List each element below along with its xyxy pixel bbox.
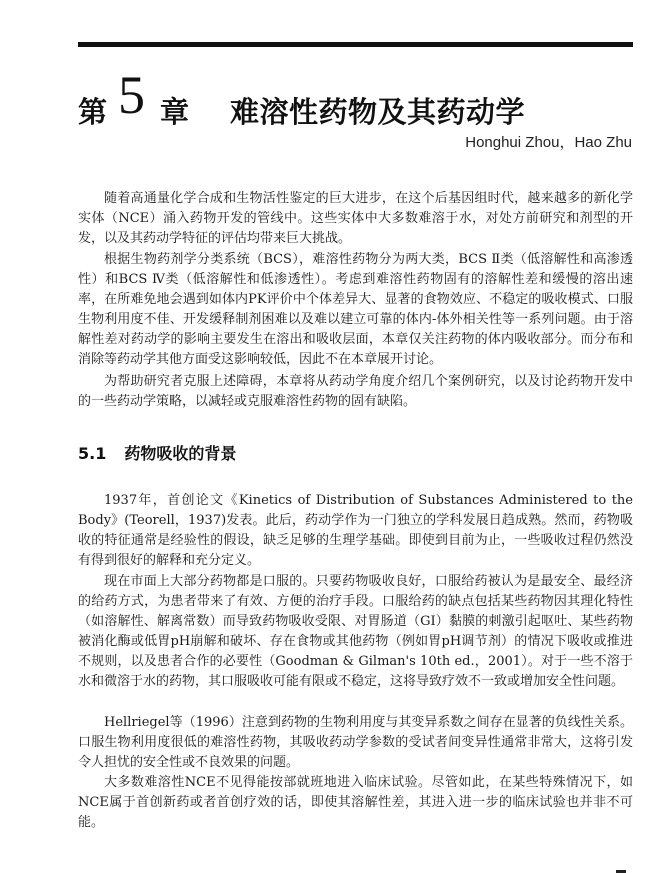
section-paragraph-1: 1937年，首创论文《Kinetics of Distribution of Substances Administered to the Body》(Teorell，1937)发表。此后，药动学作为一门独立的学科发展日趋成熟。然而，药物吸收的特征通常是经验性的假设，缺乏足够的生理学基础。即使到目前为止，一些吸收过程仍然没有得到很好的解释和充分定义。 [78, 493, 633, 568]
top-rule [78, 42, 633, 47]
section-title: 药物吸收的背景 [124, 444, 237, 463]
chapter-title: 难溶性药物及其药动学 [230, 95, 526, 129]
section-paragraph-2: 现在市面上大部分药物都是口服的。只要药物吸收良好，口服给药被认为是最安全、最经济的给药方式，为患者带来了有效、方便的治疗手段。口服给药的缺点包括某些药物因其理化特性（如溶解性、解离常数）而导致药物吸收受限、对胃肠道（GI）黏膜的刺激引起呕吐、某些药物被消化酶或低胃pH崩解和破坏、存在食物或其他药物（例如胃pH调节剂）的情况下吸收或推进不规则，以及患者合作的必要性（Goodman & Gilman's 10th ed.，2001）。对于一些不溶于水和微溶于水的药物，其口服吸收可能有限或不稳定，这将导致疗效不一致或增加安全性问题。 [78, 574, 633, 689]
chapter-suffix: 章 [160, 95, 190, 129]
intro-paragraph-1: 随着高通量化学合成和生物活性鉴定的巨大进步，在这个后基因组时代，越来越多的新化学实体（NCE）涌入药物开发的管线中。这些实体中大多数难溶于水，对处方前研究和剂型的开发，以及其药动学特征的评估均带来巨大挑战。 [78, 191, 633, 246]
chapter-prefix: 第 [78, 95, 108, 129]
section-number: 5.1 [78, 444, 107, 463]
chapter-number: 5 [118, 65, 145, 125]
intro-paragraph-2: 根据生物药剂学分类系统（BCS），难溶性药物分为两大类，BCS Ⅱ类（低溶解性和高渗透性）和BCS Ⅳ类（低溶解性和低渗透性）。考虑到难溶性药物固有的溶解性差和缓慢的溶出速率，在所难免地会遇到如体内PK评价中个体差异大、显著的食物效应、不稳定的吸收模式、口服生物利用度不佳、开发缓释制剂困难以及难以建立可靠的体内-体外相关性等一系列问题。由于溶解性差对药动学的影响主要发生在溶出和吸收层面，本章仅关注药物的体内吸收部分。而分布和消除等药动学其他方面受这影响较低，因此不在本章展开讨论。 [78, 252, 633, 367]
intro-paragraph-3: 为帮助研究者克服上述障碍，本章将从药动学角度介绍几个案例研究，以及讨论药物开发中的一些药动学策略，以减轻或克服难溶性药物的固有缺陷。 [78, 374, 633, 409]
chapter-heading [78, 65, 638, 130]
section-heading [78, 441, 633, 464]
section-paragraph-3: Hellriegel等（1996）注意到药物的生物利用度与其变异系数之间存在显著的负线性关系。口服生物利用度很低的难溶性药物，其吸收药动学参数的受试者间变异性通常非常大，这将引发令人担忧的安全性或不良效果的问题。 [78, 715, 633, 770]
section-paragraph-4: 大多数难溶性NCE不见得能按部就班地进入临床试验。尽管如此，在某些特殊情况下，如NCE属于首创新药或者首创疗效的话，即使其溶解性差，其进入进一步的临床试验也并非不可能。 [78, 775, 633, 830]
authors: Honghui Zhou，Hao Zhu [465, 134, 632, 151]
